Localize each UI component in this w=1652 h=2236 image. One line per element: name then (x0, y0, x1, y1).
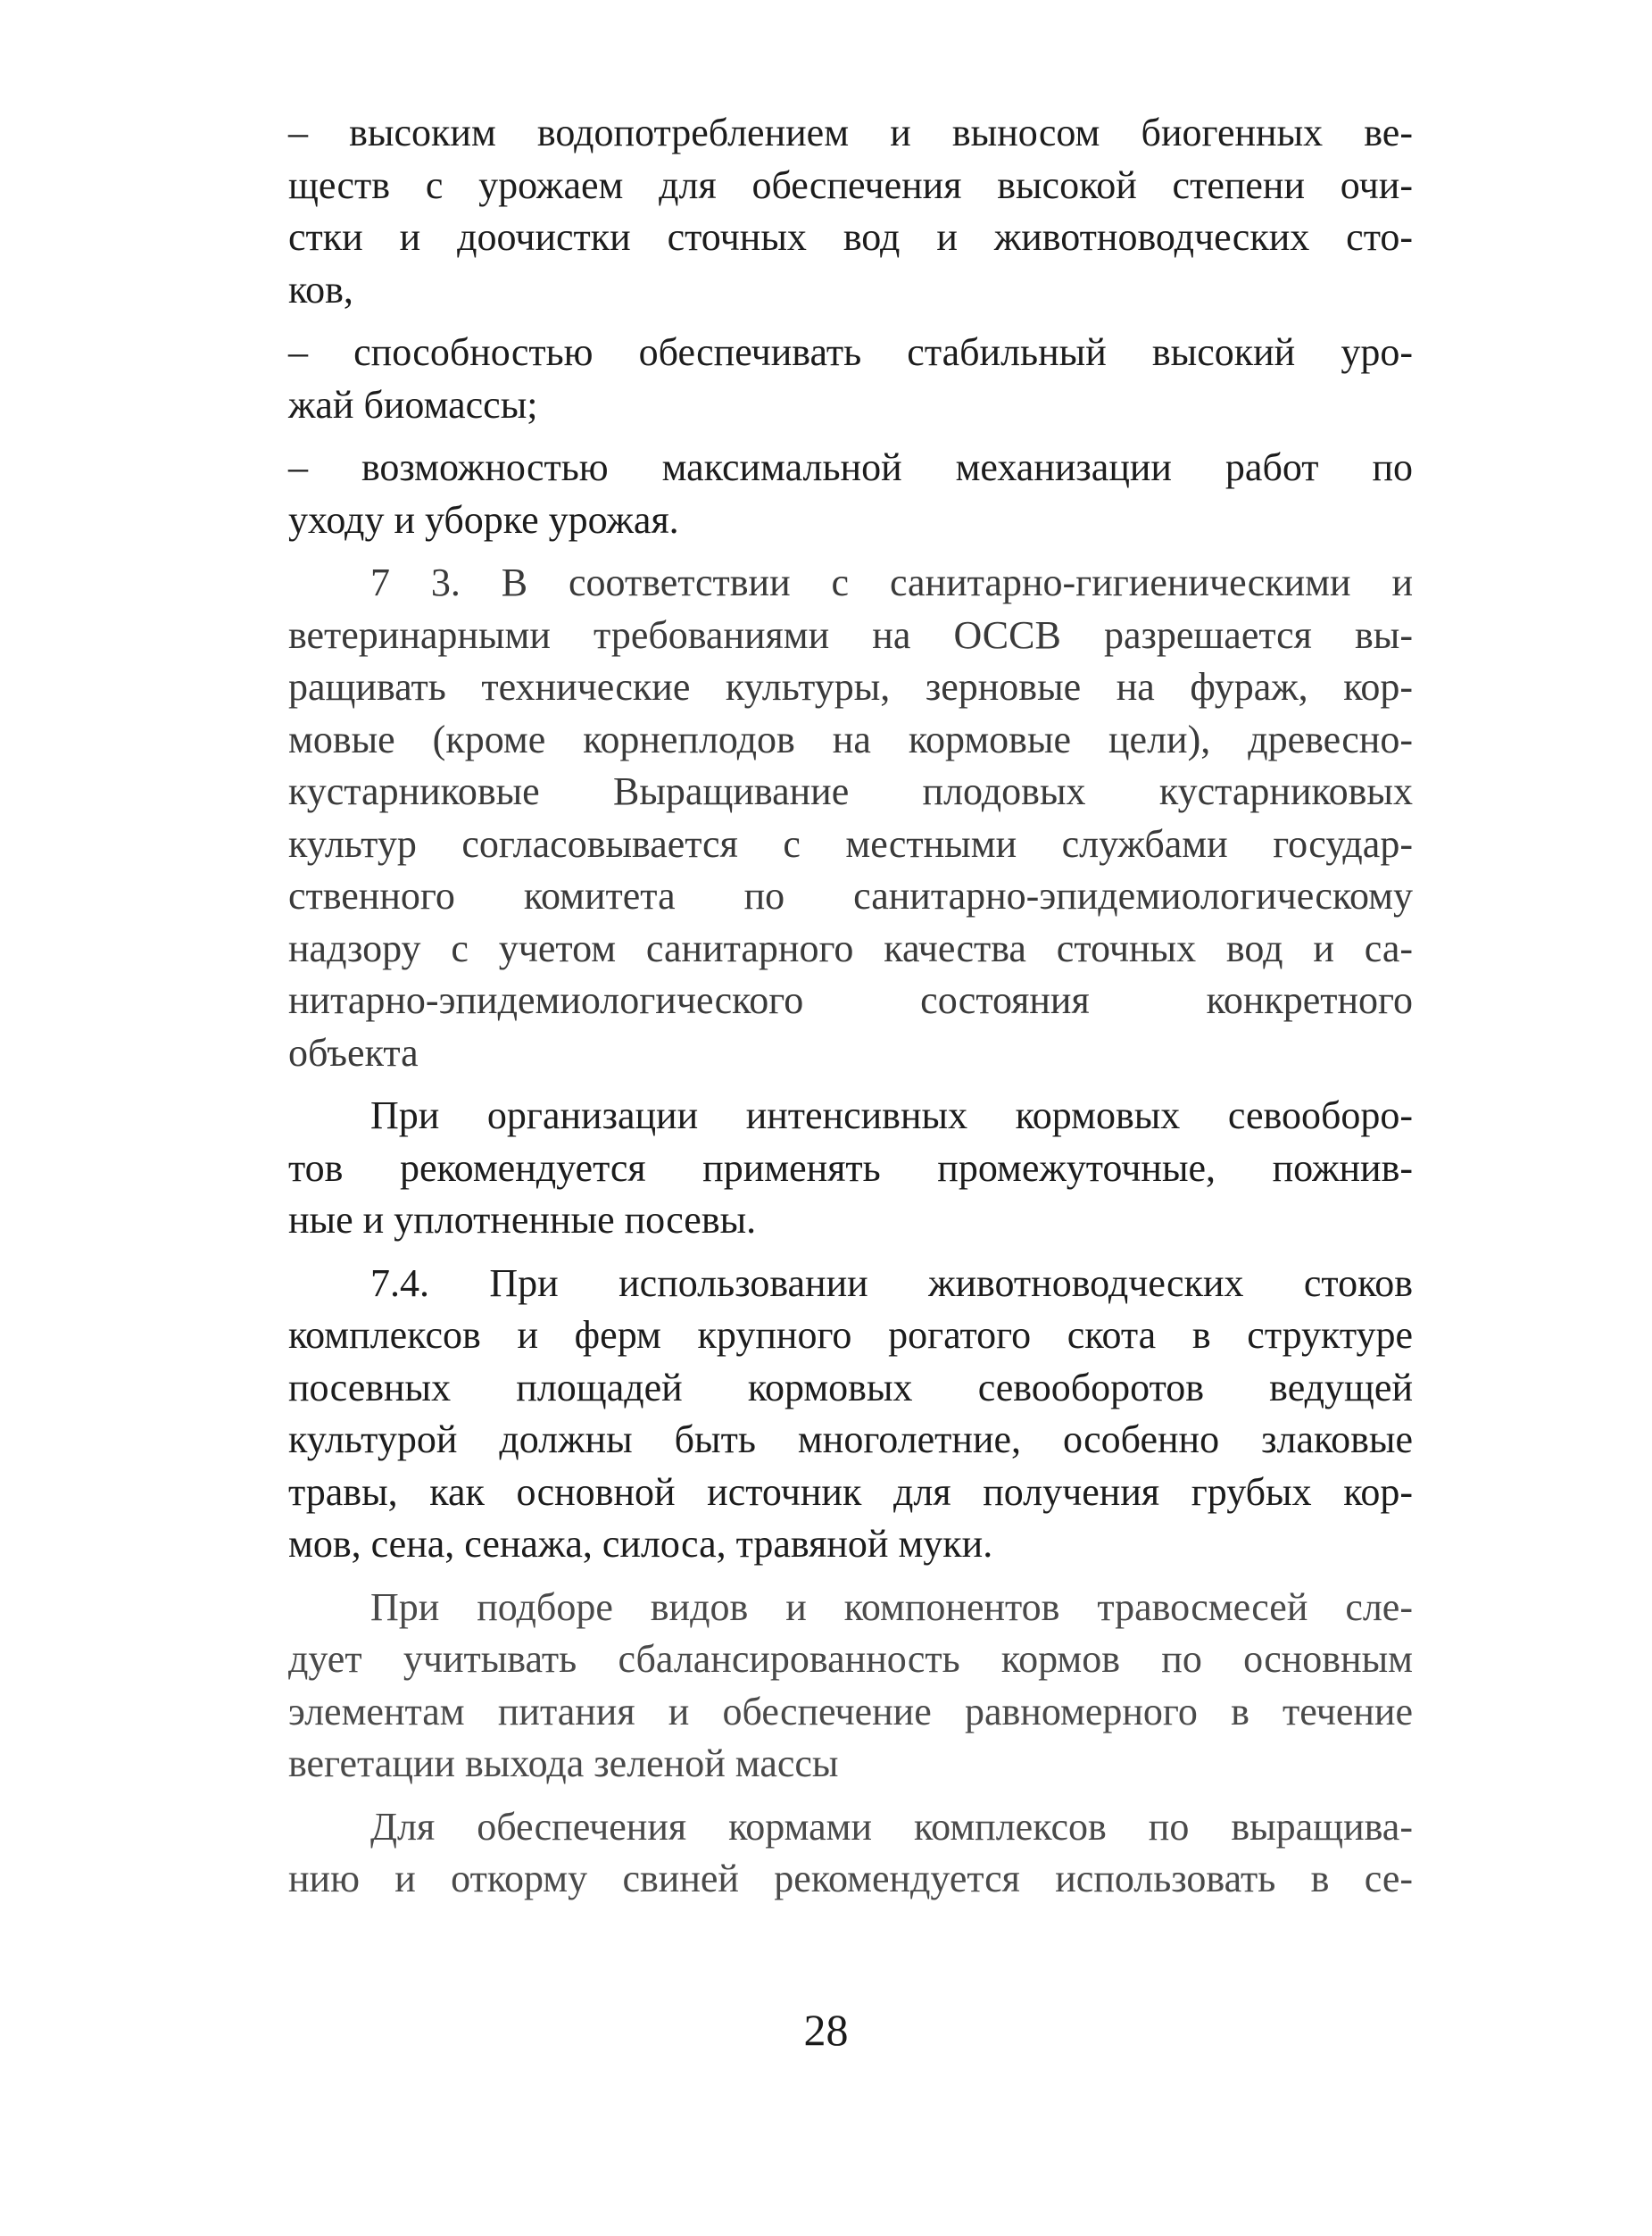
text-line: дует учитывать сбалансированность кормов по основным (288, 1637, 1413, 1681)
text-line: вегетации выхода зеленой массы (288, 1741, 839, 1785)
text-line: ные и уплотненные посевы. (288, 1198, 757, 1242)
text-line: культурой должны быть многолетние, особенно злаковые (288, 1417, 1413, 1461)
text-line: ращивать технические культуры, зерновые на фураж, кор- (288, 665, 1413, 709)
text-line: При организации интенсивных кормовых севооборо- (370, 1093, 1413, 1137)
text-line: ственного комитета по санитарно-эпидемиологическому (288, 874, 1413, 918)
text-line: нитарно-эпидемиологического состояния конкретного (288, 978, 1413, 1022)
paragraph-pig-feed (288, 1801, 1413, 1906)
paragraph-bullet-stable-yield (288, 327, 1413, 431)
body-text (288, 107, 1413, 1906)
text-line: культур согласовывается с местными службами государ- (288, 821, 1413, 866)
text-line: элементам питания и обеспечение равномерного в течение (288, 1689, 1413, 1733)
text-line: 7.4. При использовании животноводческих стоков (370, 1260, 1413, 1305)
paragraph-intensive-rotations (288, 1090, 1413, 1247)
text-line: объекта (288, 1030, 419, 1075)
text-line: кустарниковые Выращивание плодовых кустарниковых (288, 769, 1413, 813)
text-line: уходу и уборке урожая. (288, 497, 679, 542)
text-line: мов, сена, сенажа, силоса, травяной муки. (288, 1522, 993, 1566)
paragraph-grass-mixtures (288, 1582, 1413, 1791)
text-line: жай биомассы; (288, 382, 538, 427)
text-line: ков, (288, 267, 353, 312)
text-line: надзору с учетом санитарного качества сточных вод и са- (288, 926, 1413, 970)
paragraph-bullet-mechanization (288, 442, 1413, 546)
paragraph-section-7-3 (288, 557, 1413, 1079)
text-line: стки и доочистки сточных вод и животноводческих сто- (288, 215, 1413, 259)
paragraph-bullet-water-consumption (288, 107, 1413, 316)
text-line: посевных площадей кормовых севооборотов ведущей (288, 1365, 1413, 1409)
text-line: – высоким водопотреблением и выносом биогенных ве- (288, 111, 1413, 154)
text-line: ществ с урожаем для обеспечения высокой степени очи- (288, 162, 1413, 207)
text-line: тов рекомендуется применять промежуточные, пожнив- (288, 1145, 1413, 1190)
paragraph-section-7-4 (288, 1258, 1413, 1571)
page-number: 28 (803, 2005, 849, 2055)
text-line: – способностью обеспечивать стабильный высокий уро- (288, 330, 1413, 374)
text-line: При подборе видов и компонентов травосмесей сле- (370, 1584, 1413, 1629)
text-line: 7 3. В соответствии с санитарно-гигиеническими и (370, 561, 1413, 604)
text-line: травы, как основной источник для получения грубых кор- (288, 1469, 1413, 1514)
text-line: Для обеспечения кормами комплексов по выращива- (370, 1804, 1413, 1849)
text-line: мовые (кроме корнеплодов на кормовые цели), древесно- (288, 717, 1413, 761)
text-line: нию и откорму свиней рекомендуется использовать в се- (288, 1857, 1413, 1900)
text-line: – возможностью максимальной механизации работ по (288, 445, 1413, 489)
text-line: комплексов и ферм крупного рогатого скота в структуре (288, 1313, 1413, 1357)
text-line: ветеринарными требованиями на ОССВ разрешается вы- (288, 612, 1413, 657)
